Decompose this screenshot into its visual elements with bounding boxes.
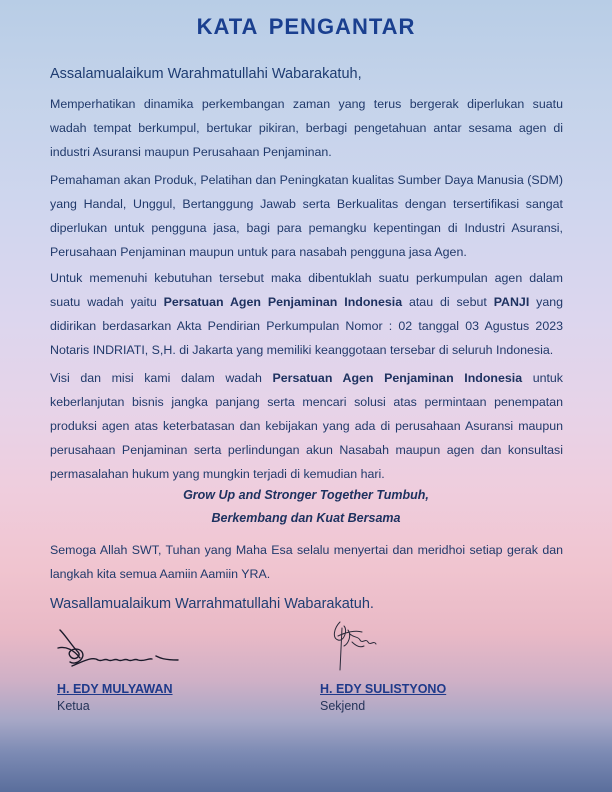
signature-right (318, 616, 398, 676)
motto-line-1: Grow Up and Stronger Together Tumbuh, (183, 488, 429, 502)
paragraph-3-text-a: Untuk memenuhi kebutuhan tersebut maka dibentuklah suatu perkumpulan agen dalam suatu wadah yaitu (50, 271, 563, 309)
signatory-name-left: H. EDY MULYAWAN (57, 682, 173, 696)
organization-name-bold-2: Persatuan Agen Penjaminan Indonesia (272, 371, 523, 385)
signature-left (52, 622, 182, 678)
opening-greeting: Assalamualaikum Warahmatullahi Wabarakatuh, (50, 66, 362, 82)
closing-greeting: Wasallamualaikum Warrahmatullahi Wabarakatuh. (50, 596, 374, 612)
paragraph-3 (50, 266, 563, 362)
paragraph-4-text-a: Visi dan misi kami dalam wadah (50, 371, 273, 385)
paragraph-4-text-c: untuk keberlanjutan bisnis jangka panjang serta mencari solusi atas permintaan penempatan produksi agen atas keterbatasan dan kebijakan yang ada di perusahaan Asuransi maupun perusahaan Penjaminan serta perlindungan akun Nasabah maupun agen dan konsultasi permasalahan hukum yang mungkin terjadi di kemudian hari. (50, 371, 564, 481)
paragraph-2: Pemahaman akan Produk, Pelatihan dan Peningkatan kualitas Sumber Daya Manusia (SDM) yang Handal, Unggul, Bertanggung Jawab serta Berkualitas dengan tersertifikasi sangat diperlukan untuk pengguna jasa, bagi para pemangku kepentingan di Industri Asuransi, Perusahaan Penjaminan maupun untuk para nasabah pengguna jasa Agen. (50, 173, 563, 259)
page-title: KATA PENGANTAR (196, 14, 416, 39)
paragraph-3-text-e: yang didirikan berdasarkan Akta Pendirian Perkumpulan Nomor : 02 tanggal 03 Agustus 2023 Notaris INDRIATI, S,H. di Jakarta yang memiliki keanggotaan tersebar di seluruh Indonesia. (50, 295, 564, 357)
paragraph-5: Semoga Allah SWT, Tuhan yang Maha Esa selalu menyertai dan meridhoi setiap gerak dan langkah kita semua Aamiin Aamiin YRA. (50, 543, 563, 581)
paragraph-1: Memperhatikan dinamika perkembangan zaman yang terus bergerak diperlukan suatu wadah tempat berkumpul, bertukar pikiran, berbagi pengetahuan antar sesama agen di industri Asuransi maupun Perusahaan Penjaminan. (50, 97, 563, 159)
signatory-role-right: Sekjend (320, 699, 366, 713)
signatory-name-right: H. EDY SULISTYONO (320, 682, 447, 696)
motto-line-2: Berkembang dan Kuat Bersama (211, 511, 401, 525)
signatory-role-left: Ketua (57, 699, 90, 713)
paragraph-4 (50, 366, 563, 486)
organization-acronym-bold: PANJI (493, 295, 530, 309)
paragraph-3-text-c: atau di sebut (402, 295, 494, 309)
organization-name-bold: Persatuan Agen Penjaminan Indonesia (163, 295, 403, 309)
